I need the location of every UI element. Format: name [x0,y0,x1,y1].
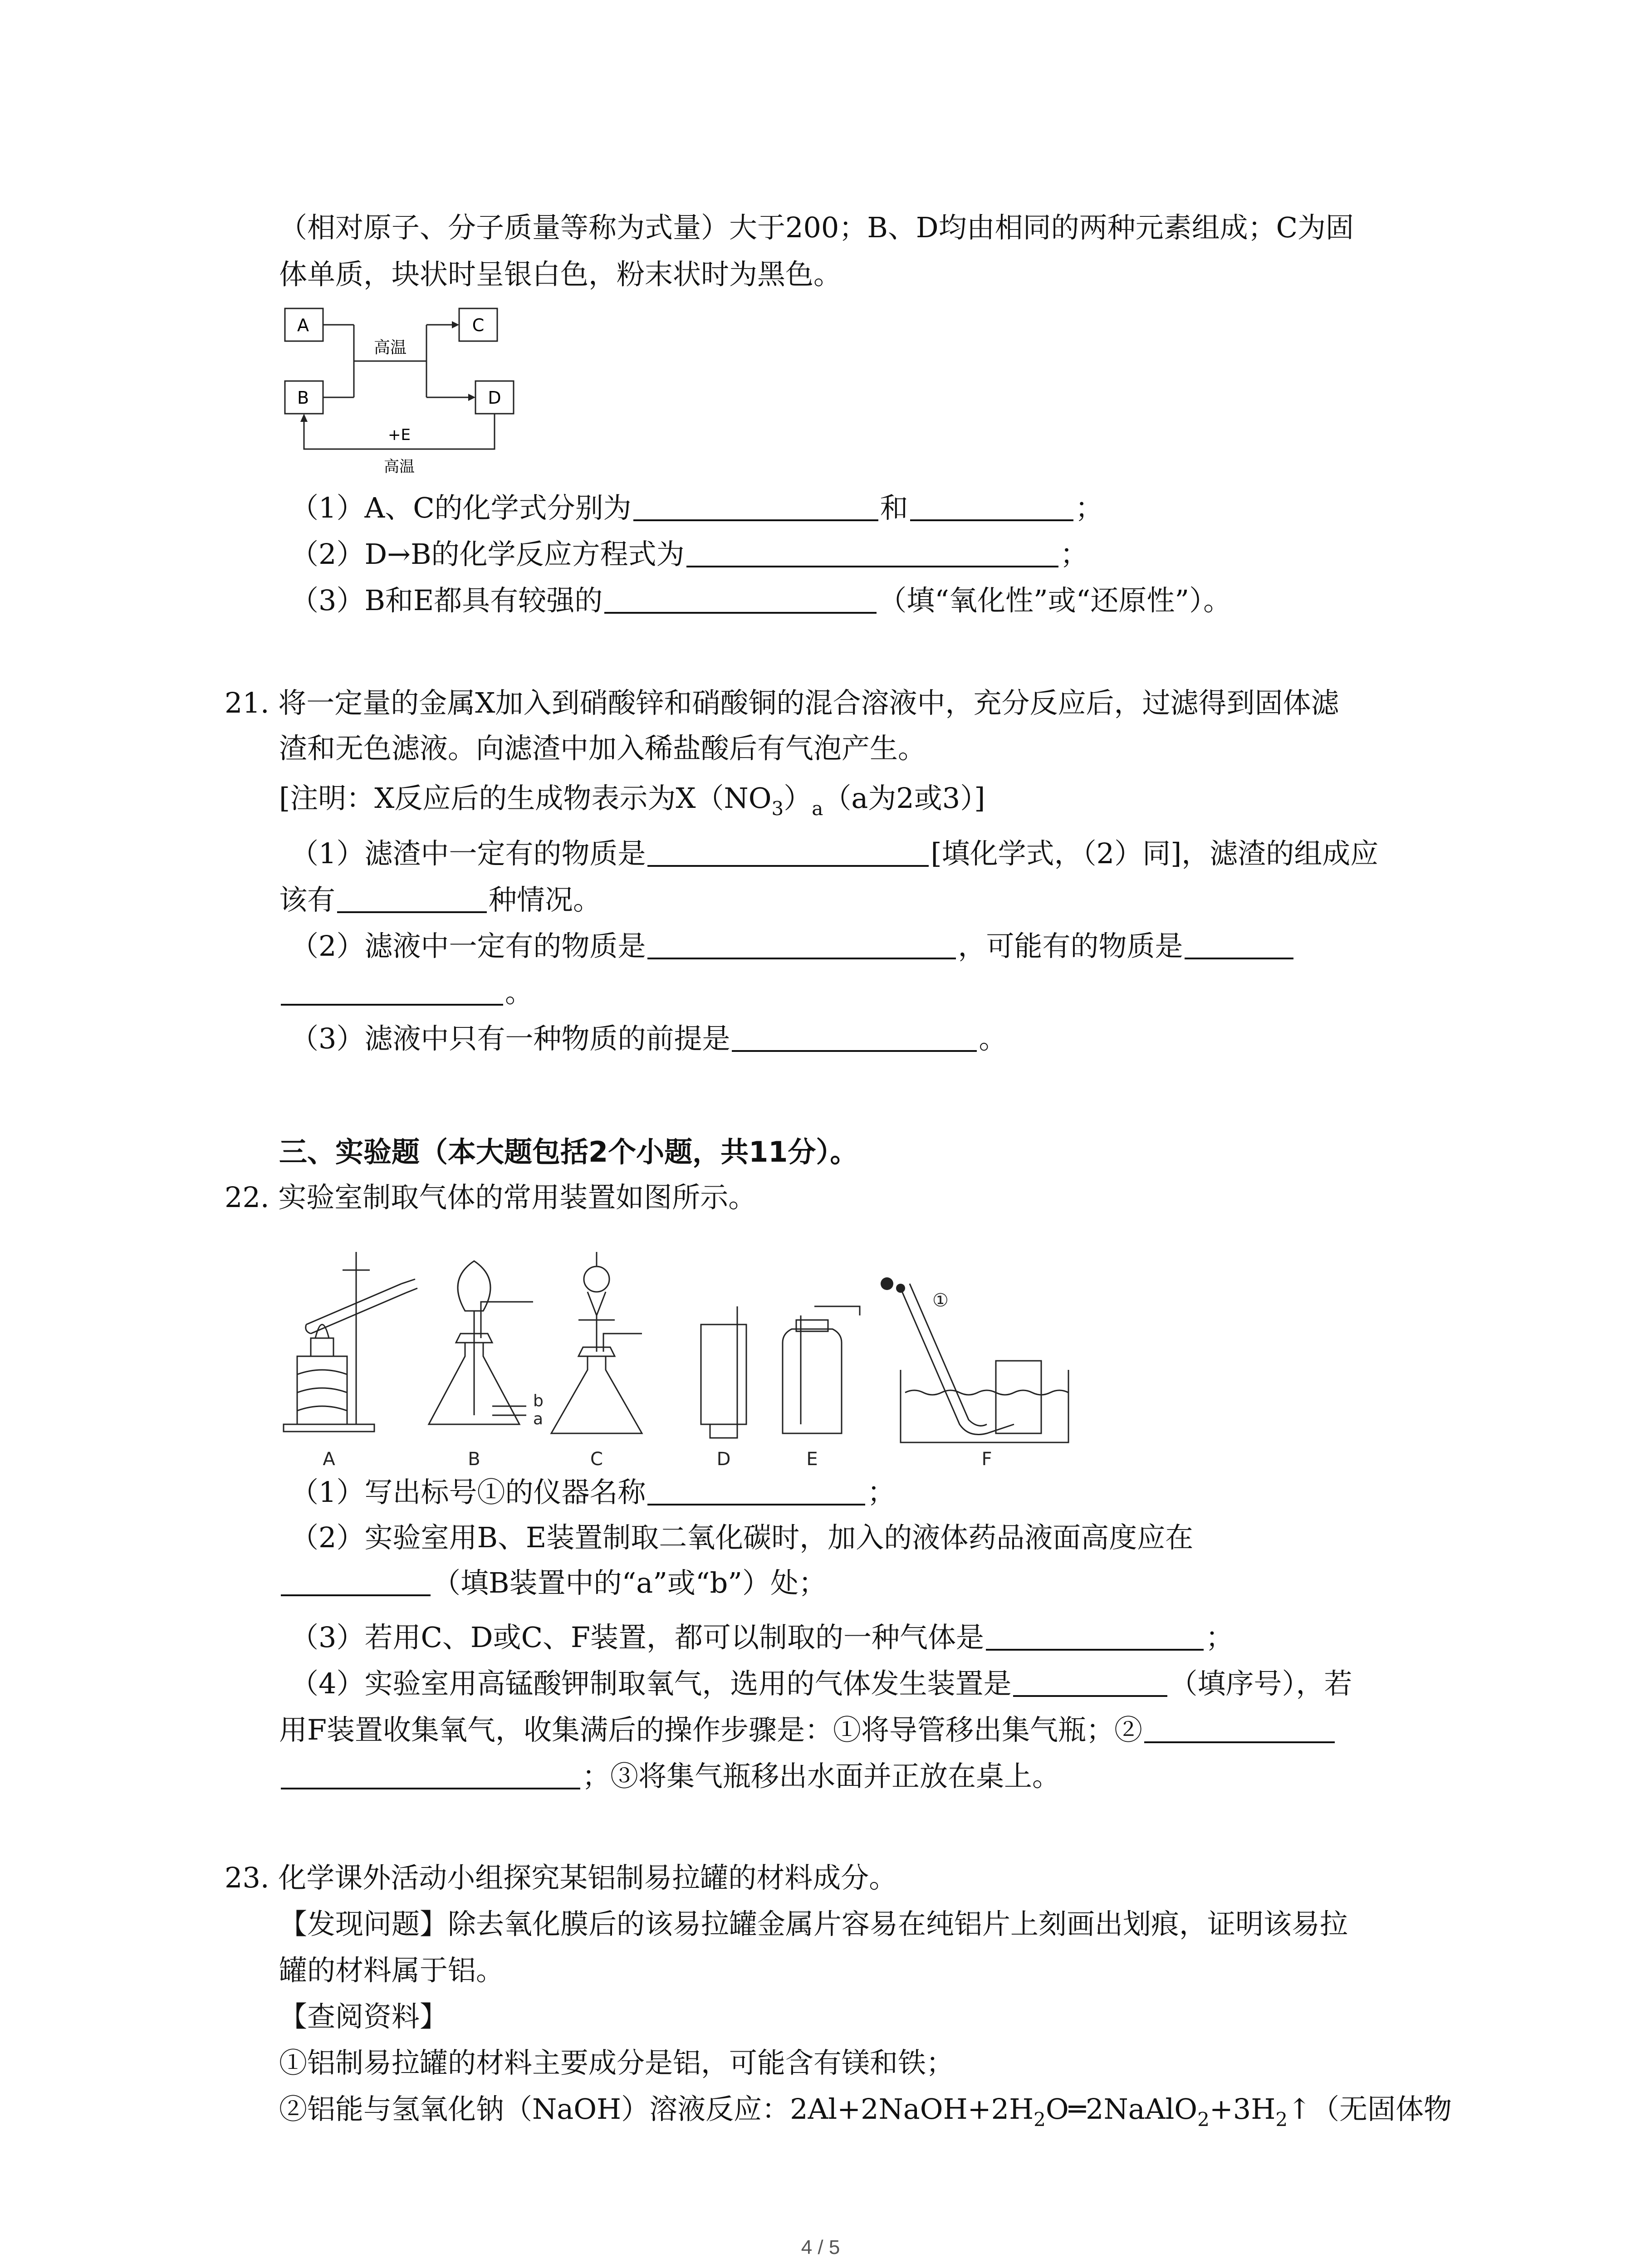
answer-blank[interactable] [281,1760,580,1789]
note-sub-3: 3 [771,797,784,820]
q22-p4-mid: （填序号），若 [1169,1667,1352,1700]
eq-sub-1: 2 [1034,2108,1046,2131]
label-apparatus-c: C [590,1449,603,1470]
label-apparatus-e: E [806,1449,818,1470]
answer-blank[interactable] [281,1566,431,1596]
q23-line3: 罐的材料属于铝。 [279,1954,505,1987]
eq-sub-3: 2 [1275,2108,1288,2131]
q21-p2-text: （2）滤液中一定有的物质是 [290,929,646,963]
q21-part2-cont [279,970,533,1015]
section-title: 三、实验题（本大题包括2个小题，共11分）。 [279,1135,858,1168]
q22-part4-cont2 [279,1754,1060,1799]
q22-part3 [290,1615,1234,1660]
q22-part4-cont [279,1707,1337,1753]
q21-p2-end: 。 [505,976,534,1009]
answer-blank[interactable] [647,1476,865,1505]
box-a-label: A [297,315,309,335]
q23-line2: 【发现问题】除去氧化膜后的该易拉罐金属片容易在纯铝片上刻画出划痕，证明该易拉 [279,1907,1348,1941]
q21-line2: 渣和无色滤液。向滤渣中加入稀盐酸后有气泡产生。 [279,732,926,765]
q22-p1-text: （1）写出标号①的仪器名称 [290,1476,646,1509]
answer-blank[interactable] [604,584,877,614]
q22-p1-end: ； [867,1476,896,1509]
q20-p3-end: （填“氧化性”或“还原性”）。 [878,584,1232,617]
q23-line4: 【查阅资料】 [279,2000,448,2033]
q22-part1 [290,1470,895,1515]
q21-p1-cont-end: 种情况。 [489,883,602,916]
note-end: （a为2或3）] [823,782,985,815]
answer-blank[interactable] [647,929,956,959]
q21-note [279,776,985,831]
q20-line2: 体单质，块状时呈银白色，粉末状时为黑色。 [279,258,842,291]
label-a: a [533,1410,544,1428]
answer-blank[interactable] [986,1621,1204,1651]
q21-part1 [290,831,1378,876]
q21-p1-cont-text: 该有 [279,883,336,916]
q21-p1-note: [填化学式，（2）同]，滤渣的组成应 [931,837,1379,870]
q21-part3 [290,1016,1007,1061]
note-sub-a: a [812,797,823,820]
box-b-label: B [297,388,309,408]
label-apparatus-a: A [323,1449,335,1470]
q20-part1 [290,485,1103,531]
q22-part2-cont [279,1560,827,1606]
answer-blank[interactable] [686,538,1058,567]
q22-line1: 22. 实验室制取气体的常用装置如图所示。 [225,1181,757,1214]
note-paren: ） [784,782,812,815]
q20-p2-end: ； [1060,538,1088,571]
label-b: b [533,1392,544,1410]
q22-part4 [290,1661,1352,1706]
label-mark-1: ① [932,1290,949,1311]
q20-part2 [290,532,1088,577]
reaction-flow-diagram [281,304,517,481]
condition-top: 高温 [373,338,407,357]
answer-blank[interactable] [281,976,503,1006]
q20-line1: （相对原子、分子质量等称为式量）大于200；B、D均由相同的两种元素组成；C为固 [279,211,1354,244]
label-apparatus-f: F [981,1449,992,1470]
q20-p3-text: （3）B和E都具有较强的 [290,584,603,617]
answer-blank[interactable] [633,491,878,521]
q22-p4-text: （4）实验室用高锰酸钾制取氧气，选用的气体发生装置是 [290,1667,1012,1700]
q23-line6 [279,2087,1452,2142]
eq-part-c: +3H [1209,2092,1276,2126]
q21-p3-end: 。 [979,1022,1007,1055]
q20-p1-text: （1）A、C的化学式分别为 [290,491,632,524]
answer-blank[interactable] [1013,1667,1167,1697]
q22-p4-cont-text: 用F装置收集氧气，收集满后的操作步骤是：①将导管移出集气瓶；② [279,1713,1143,1746]
q20-p1-and: 和 [880,491,908,524]
q21-p3-text: （3）滤液中只有一种物质的前提是 [290,1022,730,1055]
eq-sub-2: 2 [1197,2108,1210,2131]
q22-p2-end: （填B装置中的“a”或“b”）处； [432,1566,827,1599]
q20-part3 [290,578,1231,623]
eq-part-b: O═2NaAlO [1045,2092,1198,2126]
q22-p3-text: （3）若用C、D或C、F装置，都可以制取的一种气体是 [290,1621,985,1654]
q20-p2-text: （2）D→B的化学反应方程式为 [290,538,685,571]
q21-p1-text: （1）滤渣中一定有的物质是 [290,837,646,870]
answer-blank[interactable] [1144,1713,1335,1743]
q21-part1-cont [279,877,601,923]
answer-blank[interactable] [647,837,929,867]
box-c-label: C [472,315,485,335]
q22-p4-end: ；③将集气瓶移出水面并正放在桌上。 [582,1760,1061,1793]
q21-part2 [290,924,1295,969]
answer-blank[interactable] [910,491,1073,521]
q20-p1-end: ； [1075,491,1103,524]
answer-blank[interactable] [732,1022,977,1052]
q21-line1: 21. 将一定量的金属X加入到硝酸锌和硝酸铜的混合溶液中，充分反应后，过滤得到固体滤 [225,686,1339,719]
note-text: [注明：X反应后的生成物表示为X（NO [279,782,772,815]
eq-part-d: ↑（无固体物 [1288,2092,1452,2126]
box-d-label: D [488,388,501,408]
eq-part-a: ②铝能与氢氧化钠（NaOH）溶液反应：2Al+2NaOH+2H [279,2092,1034,2126]
q22-p3-end: ； [1205,1621,1234,1654]
label-apparatus-d: D [716,1449,731,1470]
label-apparatus-b: B [468,1449,480,1470]
condition-bottom-1: +E [388,426,411,444]
q22-part2: （2）实验室用B、E装置制取二氧化碳时，加入的液体药品液面高度应在 [290,1521,1194,1554]
q23-line5: ①铝制易拉罐的材料主要成分是铝，可能含有镁和铁； [279,2046,955,2079]
q23-line1: 23. 化学课外活动小组探究某铝制易拉罐的材料成分。 [225,1861,897,1894]
page-number: 4 / 5 [801,2236,840,2258]
q21-p2-mid: ，可能有的物质是 [958,929,1183,963]
condition-bottom-2: 高温 [384,458,415,476]
lab-apparatus-figure [279,1243,1078,1479]
answer-blank[interactable] [337,883,487,913]
answer-blank[interactable] [1185,929,1293,959]
